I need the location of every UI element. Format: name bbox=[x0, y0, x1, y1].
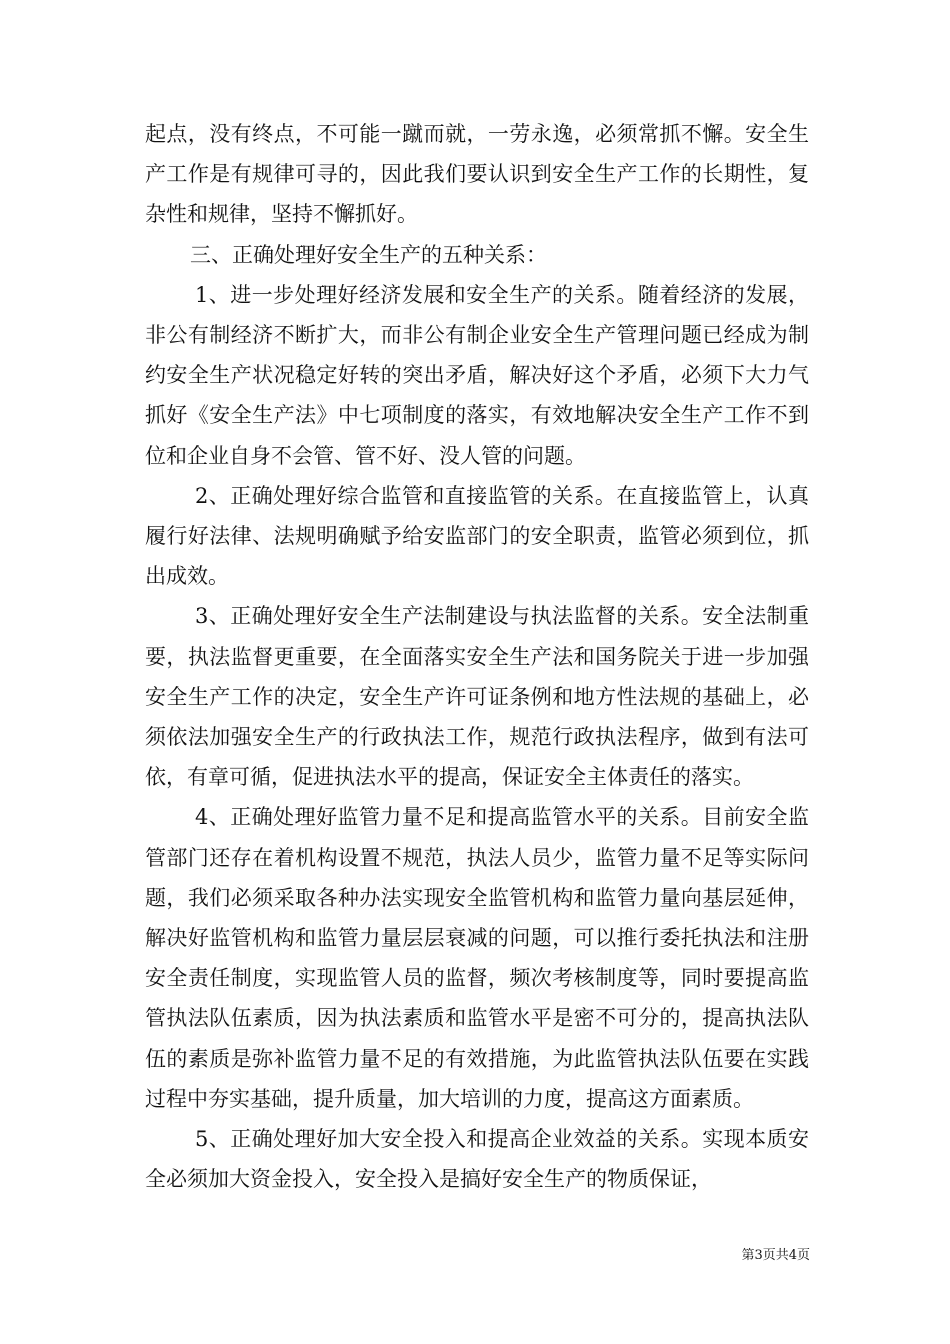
page-number-footer: 第3页共4页 bbox=[741, 1248, 810, 1263]
paragraph-relation-3: 3、正确处理好安全生产法制建设与执法监督的关系。安全法制重要，执法监督更重要，在全面落实安全生产法和国务院关于进一步加强安全生产工作的决定，安全生产许可证条例和地方性法规的基础上，必须依法加强安全生产的行政执法工作，规范行政执法程序，做到有法可依，有章可循，促进执法水平的提高，保证安全主体责任的落实。 bbox=[145, 604, 809, 790]
paragraph-relation-5: 5、正确处理好加大安全投入和提高企业效益的关系。实现本质安全必须加大资金投入，安全投入是搞好安全生产的物质保证， bbox=[145, 1127, 809, 1192]
paragraph-relation-1: 1、进一步处理好经济发展和安全生产的关系。随着经济的发展，非公有制经济不断扩大，而非公有制企业安全生产管理问题已经成为制约安全生产状况稳定好转的突出矛盾，解决好这个矛盾，必须下大力气抓好《安全生产法》中七项制度的落实，有效地解决安全生产工作不到位和企业自身不会管、管不好、没人管的问题。 bbox=[145, 282, 809, 468]
paragraph-relation-4: 4、正确处理好监管力量不足和提高监管水平的关系。目前安全监管部门还存在着机构设置不规范，执法人员少，监管力量不足等实际问题，我们必须采取各种办法实现安全监管机构和监管力量向基层延伸，解决好监管机构和监管力量层层衰减的问题，可以推行委托执法和注册安全责任制度，实现监管人员的监督，频次考核制度等，同时要提高监管执法队伍素质，因为执法素质和监管水平是密不可分的，提高执法队伍的素质是弥补监管力量不足的有效措施，为此监管执法队伍要在实践过程中夯实基础，提升质量，加大培训的力度，提高这方面素质。 bbox=[145, 805, 809, 1111]
paragraph-continuation: 起点，没有终点，不可能一蹴而就，一劳永逸，必须常抓不懈。安全生产工作是有规律可寻的，因此我们要认识到安全生产工作的长期性，复杂性和规律，坚持不懈抓好。 bbox=[145, 122, 809, 227]
paragraph-section-heading: 三、正确处理好安全生产的五种关系： bbox=[190, 242, 547, 267]
document-body bbox=[145, 114, 809, 1199]
paragraph-relation-2: 2、正确处理好综合监管和直接监管的关系。在直接监管上，认真履行好法律、法规明确赋予给安监部门的安全职责，监管必须到位，抓出成效。 bbox=[145, 483, 809, 589]
